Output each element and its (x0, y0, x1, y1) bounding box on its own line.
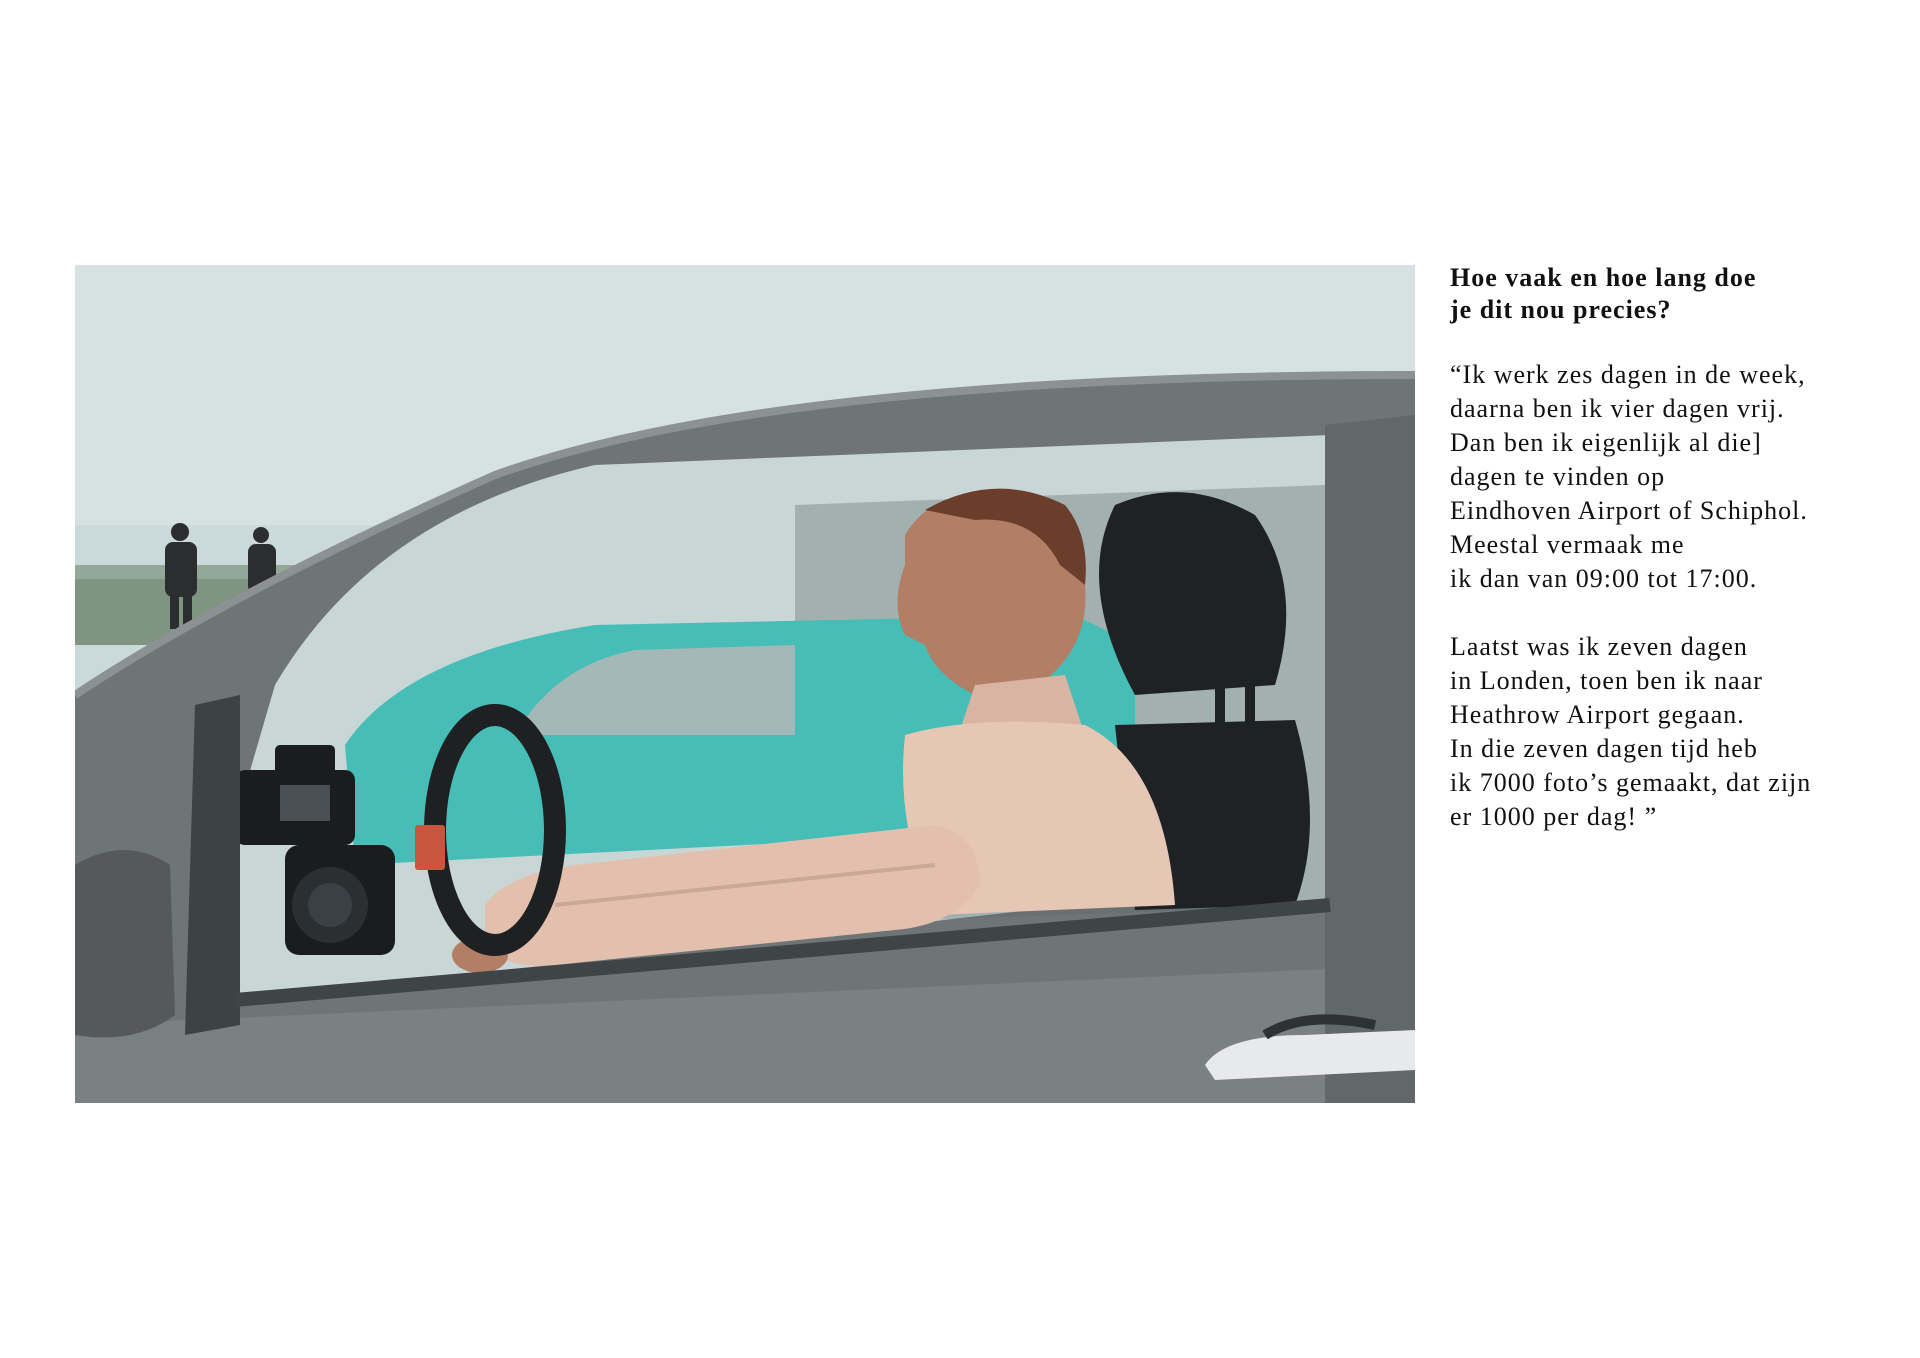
quote-line: In die zeven dagen tijd heb (1450, 734, 1758, 763)
interview-text (1450, 262, 1900, 868)
quote-line: Dan ben ik eigenlijk al die] (1450, 428, 1762, 457)
quote-paragraph-1 (1450, 358, 1900, 596)
portrait-photo (75, 265, 1415, 1103)
quote-line: er 1000 per dag! ” (1450, 802, 1658, 831)
quote-line: Heathrow Airport gegaan. (1450, 700, 1745, 729)
quote-line: “Ik werk zes dagen in de week, (1450, 360, 1806, 389)
quote-line: Meestal vermaak me (1450, 530, 1685, 559)
question-line: Hoe vaak en hoe lang doe (1450, 263, 1757, 292)
quote-line: daarna ben ik vier dagen vrij. (1450, 394, 1785, 423)
quote-paragraph-2 (1450, 630, 1900, 834)
man-in-car-illustration (75, 265, 1415, 1103)
quote-line: in Londen, toen ben ik naar (1450, 666, 1763, 695)
quote-line: Laatst was ik zeven dagen (1450, 632, 1748, 661)
question-line: je dit nou precies? (1450, 295, 1672, 324)
quote-line: Eindhoven Airport of Schiphol. (1450, 496, 1808, 525)
quote-line: dagen te vinden op (1450, 462, 1666, 491)
quote-line: ik dan van 09:00 tot 17:00. (1450, 564, 1758, 593)
quote-line: ik 7000 foto’s gemaakt, dat zijn (1450, 768, 1812, 797)
question-heading (1450, 262, 1900, 326)
